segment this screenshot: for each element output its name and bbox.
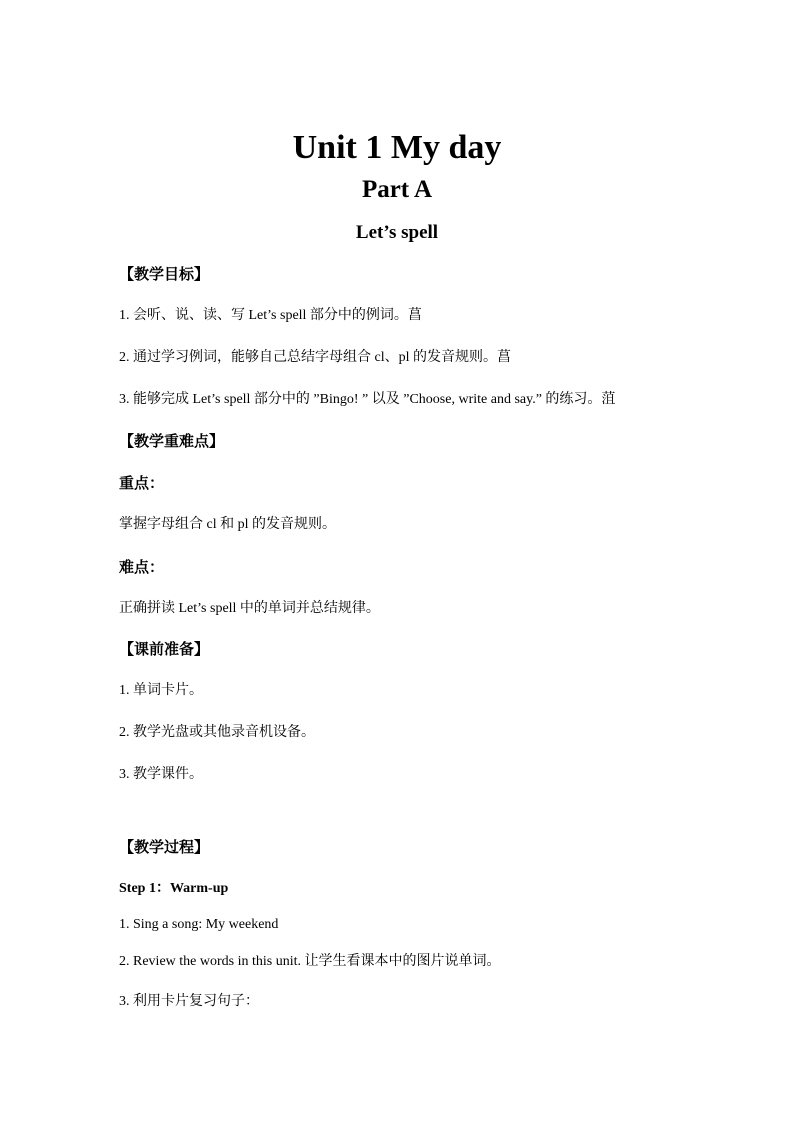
goal-item: 2. 通过学习例词，能够自己总结字母组合 cl、pl 的发音规则。菖 [119,350,511,365]
document-subtitle: Let’s spell [355,222,439,243]
preparation-item: 3. 教学课件。 [119,767,203,782]
document-title: Unit 1 My day [292,129,502,166]
document-part: Part A [361,176,433,203]
goal-item: 1. 会听、说、读、写 Let’s spell 部分中的例词。菖 [119,308,422,323]
difficulty-label: 难点： [119,558,165,576]
goal-item: 3. 能够完成 Let’s spell 部分中的 ”Bingo! ” 以及 ”Choose, write and say.” 的练习。菹 [119,392,616,407]
process-item: 3. 利用卡片复习句子： [119,994,259,1009]
preparation-item: 1. 单词卡片。 [119,683,203,698]
preparation-heading: 【课前准备】 [119,640,210,658]
preparation-item: 2. 教学光盘或其他录音机设备。 [119,725,315,740]
goals-heading: 【教学目标】 [119,265,210,283]
process-item: 1. Sing a song: My weekend [119,917,279,932]
focus-text: 掌握字母组合 cl 和 pl 的发音规则。 [119,517,336,532]
difficulty-text: 正确拼读 Let’s spell 中的单词并总结规律。 [119,601,380,616]
process-heading: 【教学过程】 [119,838,210,856]
key-points-heading: 【教学重难点】 [119,432,225,450]
step-1-heading: Step 1：Warm-up [119,881,229,896]
focus-label: 重点： [119,474,165,492]
process-item: 2. Review the words in this unit. 让学生看课本中的图片说单词。 [119,954,501,969]
